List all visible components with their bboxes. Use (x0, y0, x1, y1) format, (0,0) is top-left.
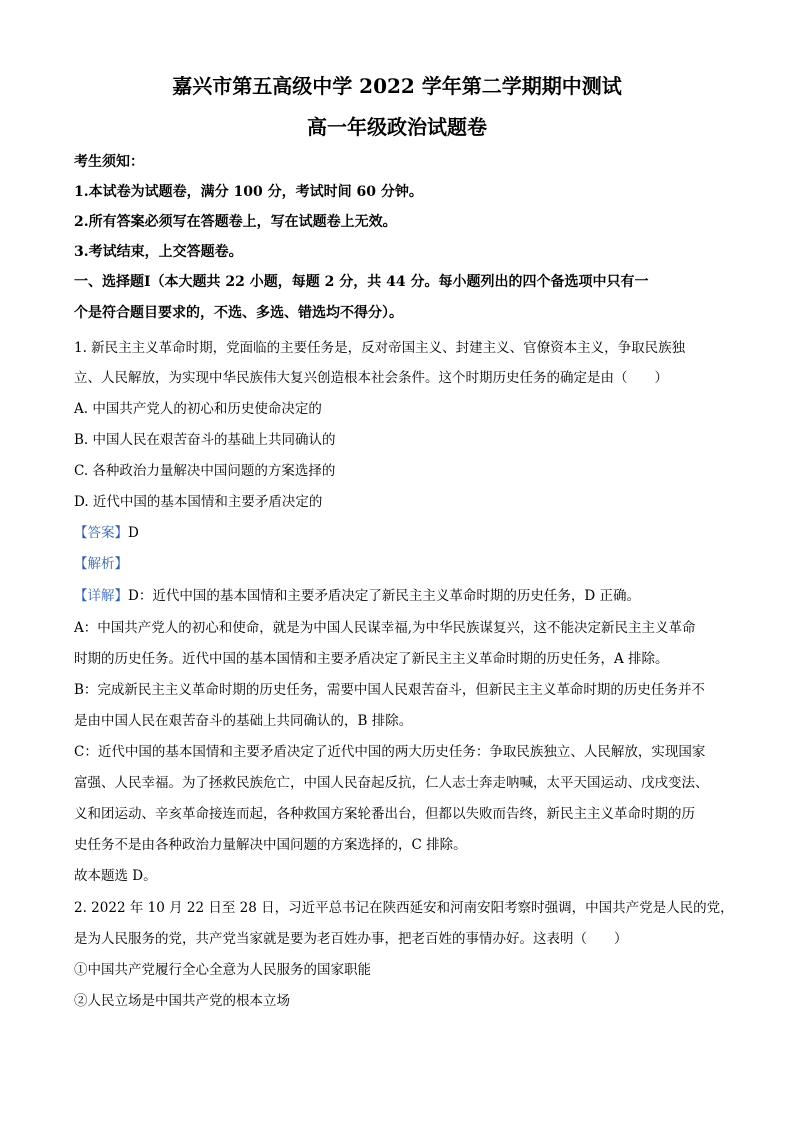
q1-analysis-tag (74, 554, 724, 574)
q1-explain-b-line1: B：完成新民主主义革命时期的历史任务，需要中国人民艰苦奋斗，但新民主主义革命时期的历史任务并不 (74, 682, 705, 698)
answer-value: D (128, 525, 139, 541)
q2-stem-line2: 是为人民服务的党，共产党当家就是要为老百姓办事，把老百姓的事情办好。这表明（ ） (74, 931, 628, 947)
exam-subtitle: 高一年级政治试题卷 (307, 115, 487, 139)
q1-detail (74, 586, 724, 606)
exam-title: 嘉兴市第五高级中学 2022 学年第二学期期中测试 (172, 74, 622, 98)
q2-item-2: ②人民立场是中国共产党的根本立场 (74, 993, 290, 1009)
q1-explain-a-line2: 时期的历史任务。近代中国的基本国情和主要矛盾决定了新民主主义革命时期的历史任务，A 排除。 (74, 651, 669, 667)
q2-stem-line1: 2. 2022 年 10 月 22 日至 28 日，习近平总书记在陕西延安和河南安阳考察时强调，中国共产党是人民的党， (74, 900, 734, 916)
notice-heading: 考生须知： (74, 154, 144, 170)
q1-option-d: D. 近代中国的基本国情和主要矛盾决定的 (74, 494, 323, 510)
q1-explain-c-line1: C：近代中国的基本国情和主要矛盾决定了近代中国的两大历史任务：争取民族独立、人民解放，实现国家 (74, 744, 706, 760)
q1-conclusion: 故本题选 D。 (74, 868, 157, 884)
section-heading-line2: 个是符合题目要求的，不选、多选、错选均不得分）。 (74, 305, 403, 321)
detail-text: D：近代中国的基本国情和主要矛盾决定了新民主主义革命时期的历史任务，D 正确。 (128, 588, 640, 604)
notice-item-2: 2.所有答案必须写在答题卷上，写在试题卷上无效。 (74, 214, 397, 230)
q1-answer (74, 523, 724, 543)
q1-explain-a-line1: A：中国共产党人的初心和使命，就是为中国人民谋幸福,为中华民族谋复兴，这不能决定新民主主义革命 (74, 620, 696, 636)
q1-explain-c-line4: 史任务不是由各种政治力量解决中国问题的方案选择的，C 排除。 (74, 837, 467, 853)
q1-stem-line1: 1. 新民主主义革命时期，党面临的主要任务是，反对帝国主义、封建主义、官僚资本主义，争取民族独 (74, 340, 686, 356)
detail-tag: 【详解】 (74, 588, 128, 604)
section-heading-line1: 一、选择题Ⅰ（本大题共 22 小题，每题 2 分，共 44 分。每小题列出的四个备选项中只有一 (74, 274, 649, 290)
q1-option-b: B. 中国人民在艰苦奋斗的基础上共同确认的 (74, 432, 336, 448)
q1-explain-c-line3: 义和团运动、辛亥革命接连而起，各种救国方案轮番出台，但都以失败而告终，新民主主义革命时期的历 (74, 806, 695, 822)
answer-tag: 【答案】 (74, 525, 128, 541)
q1-option-c: C. 各种政治力量解决中国问题的方案选择的 (74, 463, 336, 479)
notice-item-3: 3.考试结束，上交答题卷。 (74, 244, 243, 260)
analysis-tag: 【解析】 (74, 556, 128, 572)
q2-item-1: ①中国共产党履行全心全意为人民服务的国家职能 (74, 962, 371, 978)
notice-item-1: 1.本试卷为试题卷，满分 100 分，考试时间 60 分钟。 (74, 184, 423, 200)
q1-explain-c-line2: 富强、人民幸福。为了拯救民族危亡，中国人民奋起反抗，仁人志士奔走呐喊，太平天国运动、戊戌变法、 (74, 775, 709, 791)
q1-option-a: A. 中国共产党人的初心和历史使命决定的 (74, 401, 322, 417)
q1-stem-line2: 立、人民解放，为实现中华民族伟大复兴创造根本社会条件。这个时期历史任务的确定是由（ ） (74, 370, 668, 386)
q1-explain-b-line2: 是由中国人民在艰苦奋斗的基础上共同确认的，B 排除。 (74, 713, 413, 729)
